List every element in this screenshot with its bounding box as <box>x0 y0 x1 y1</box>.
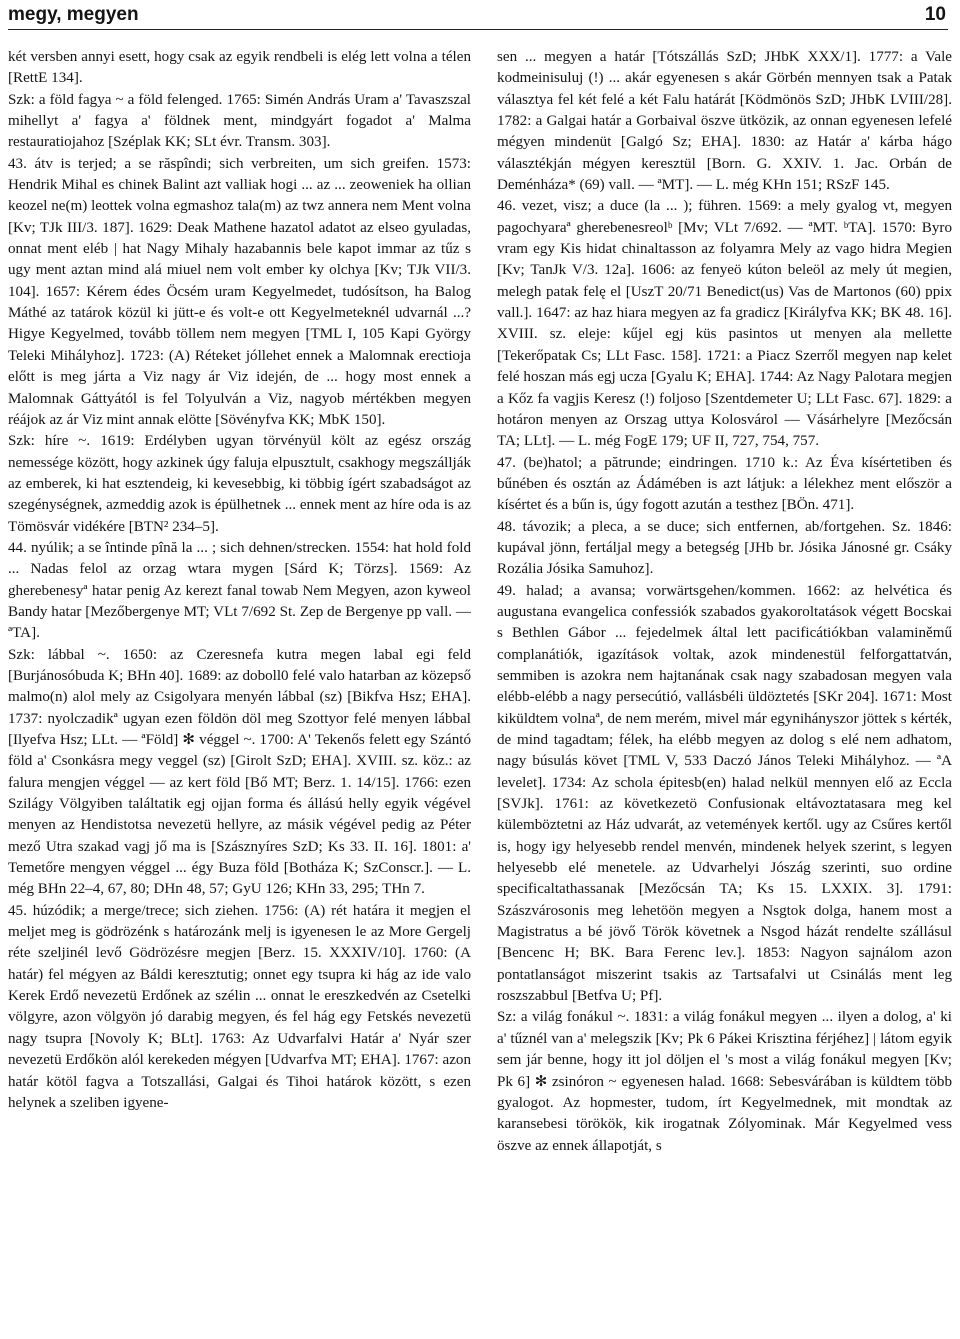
page-header <box>8 4 946 30</box>
left-column <box>8 47 471 1114</box>
entry-paragraph: Szk: lábbal ~. 1650: az Czeresnefa kutra megen labal egi feld [Burjánosóbuda K; BHn 40]. 1689: az doboll0 felé valo hatarban az közepső malmo(n) alol mely az Csigolyara menyén lábbal (sz) [Bikfva Hsz; EHA]. 1737: nyolczadikª ugyan ezen földön döl meg Szottyor felé menyen lábbal [Ilyefva Hsz; LLt. — ªFöld] ✻ véggel ~. 1700: A' Tekenős felett egy Szántó föld a' Csonkásra megy veggel (sz) [Girolt SzD; EHA]. XVIII. sz. köz.: az falura mengjen véggel — az kert föld [Bő MT; Berz. 1. 14/15]. 1766: ezen Szilágy Völgyiben találtatik egj ojjan forma és állású helly egyik végével menyen az Hendistotsa nevezetü hellyre, az másik végével pedig az Péter mező Utra szakad vagj jő ma is [Szásznyíres SzD; Ks 33. II. 16]. 1801: a' Temetőre mengyen véggel ... égy Buza föld [Botháza K; SzConscr.]. — L. még BHn 22–4, 67, 80; DHn 48, 57; GyU 126; KHn 33, 295; THn 7. <box>8 646 471 898</box>
entry-paragraph: 45. húzódik; a merge/trece; sich ziehen. 1756: (A) rét határa it megjen el meljet meg is gödrözénk s határozánk melj is igyenesen le az More Gergelj réte szeljinél levő Gödrözésre megjen [Berz. 15. XXXIV/10]. 1760: (A határ) fel mégyen az Báldi keresztutig; onnet egy tsupra ki hág az ide valo Kerek Erdő nevezetü Erdőnek az szélin ... onnat le ereszkedvén az Csetelki völgyre, azon völgyön jó darabig megyen, és fel hág egy Fetskés nevezetü nagy tsupra [Novoly K; BLt]. 1763: Az Udvarfalvi Határ a' Nyár szer nevezetü Erdőkön alól kerekeden mégyen [Udvarfva MT; EHA]. 1767: azon határ kötöl fagva a Totszallási, Galgai és Tihoi határok között, s ezen helynek a szeliben igyene- <box>8 902 471 1111</box>
page-number: 10 <box>924 4 946 25</box>
entry-paragraph: Sz: a világ fonákul ~. 1831: a világ fonákul megyen ... ilyen a dolog, a' ki a' tűznél van a' melegszik [Kv; Pk 6 Pákei Krisztina férjéhez] | látom egyik sem jár benne, hogy itt jol döljen el 's most a világ fonákul megyen [Kv; Pk 6] ✻ zsinóron ~ egyenesen halad. 1668: Sebesvárában is küldtem több gyalogot. Az hopmester, tudom, írt Kegyelmednek, mit mondtak az karansebesi törökök, kik irogatnak Zólyominak. Már Kegyelmed vess öszve az ennek állapotját, s <box>497 1009 952 1154</box>
entry-paragraph: 44. nyúlik; a se întinde pînă la ... ; sich dehnen/strecken. 1554: hat hold fold ... Nadas felol az orzag wtara mygen [Sárd K; Törzs]. 1569: Az gherebenesyª hatar penig Az kerezt fanal towab Nem Megyen, azon kyweol Bandy hatar [Mezőbergenye MT; VLt 7/692 St. Zep de Bergenye pp vall. — ªTA]. <box>8 539 471 642</box>
entry-paragraph: 48. távozik; a pleca, a se duce; sich entfernen, ab/fortgehen. Sz. 1846: kupával jönn, fertáljal megy a betegség [JHb br. Jósika Jánosné gr. Csáky Rozália Jósika Samuhoz]. <box>497 518 952 578</box>
entry-paragraph: két versben annyi esett, hogy csak az egyik rendbeli is elég lett volna a télen [RettE 134]. <box>8 49 471 87</box>
entry-paragraph: Szk: a föld fagya ~ a föld felenged. 1765: Simén András Uram a' Tavaszszal mihellyt a' fagya a' földnek ment, mindgyárt fogadot a' Malma restauratiojahoz [Széplak KK; SLt évr. Transm. 303]. <box>8 91 471 151</box>
entry-paragraph: 47. (be)hatol; a pătrunde; eindringen. 1710 k.: Az Éva kísértetiben és bűnében és osztán az Ádámében is azt látjuk: a lélekhez ment először a kísértet és a bűn is, úgy fogott azután a testhez [BÖn. 471]. <box>497 454 952 514</box>
entry-paragraph: 49. halad; a avansa; vorwärtsgehen/kommen. 1662: az helvética és augustana evangelica confessiók szabados gyakoroltatások végett Bocskai s Bethlen Gábor ... fejedelmek által lett pacificátiókban valaminěmű complanátiók, igazítások voltak, azok mindenestül felforgattatván, semmiben is azokra nem hajtanának csak nagy szabadosan megyen vala elébb-elébb a nagy persecútió, vallásbéli üldöztetés [SKr 204]. 1671: Most kiküldtem volnaª, de nem merém, mivel már egynihányszor jöttek s kérték, de mind tagadtam; félek, ha elébb megyen az dolog s elé nem adhatom, nagy búsulás követ [TML V, 533 Daczó János Teleki Mihályhoz. — ªA levelet]. 1734: Az schola épitesb(en) halad nelkül mennyen elő az Eccla [SVJk]. 1761: az következetö Confusionak eltávoztatasara meg kel külemböztetni az Ház udvarát, az vetemények kertől. ugy az Csűres kertől is, hogy igy helyesebb rendel menvén, mindenek helyek szerint, s legyen helyesebb elé menetele. az Udvarhelyi Jószág szerinti, suo ordine specificaltathassanak [Mezőcsán TA; Ks 15. LXXIX. 3]. 1791: Szászvárosonis meg lehetöön megyen a Nsgtok dolga, hanem most a Magistratus a bé jövő Török követnek a Nsgod házát rendelte szállásul [Bencenc H; BK. Bara Ferenc lev.]. 1853: Nagyon sajnálom azon pontatlanságot miszerint tsakis az Tartsafalvi ut Csinálás ment leg roszszabbul [Betfva U; Pf]. <box>497 582 952 1005</box>
right-column <box>497 47 952 1157</box>
entry-paragraph: 46. vezet, visz; a duce (la ... ); führen. 1569: a mely gyalog vt, megyen pagochyaraª gherebenesreolᵇ [Mv; VLt 7/692. — ªMT. ᵇTA]. 1570: Byro vram egy Kis hidat chinaltasson az folyamra Mely az vago hidra Megien [Kv; TanJk V/3. 12a]. 1606: az fenyeö kúton beleöl az mely út megien, melegh patak felę el [UszT 20/71 Benedict(us) Vas de Martonos (60) ppix vall.]. 1647: az haz hiara megyen az fa gradicz [Királyfva KK; BK 48. 16]. XVIII. sz. eleje: kűjel egj küs pasintos ut menyen ala mellette [Tekerőpatak Cs; LLt Fasc. 158]. 1721: a Piacz Szerről megyen nap kelet felé hoszan más egj ucza [Gyalu K; EHA]. 1744: Az Nagy Palotara megjen a Kőz fa vagjis Keresz (!) foljoso [Szentdemeter U; LLt Fasc. 67]. 1829: a hotáron menyen az Orszag uttya Kolosvárol — Vásárhelyre [Mezőcsán TA; LLt]. — L. még FogE 179; UF II, 727, 754, 757. <box>497 198 952 450</box>
header-rule <box>8 29 948 30</box>
entry-paragraph: Szk: híre ~. 1619: Erdélyben ugyan törvényül költ az egész ország nemessége között, hogy azkinek úgy faluja elpusztult, csakhogy megszállják az emberek, ki hat esztendeig, ki kevesebbig, ki többig ígért szabadságot az szegénységnek, azmeddig azok is épülhetnek ... ennek ment az híre oda is az Tömösvár vidékére [BTN² 234–5]. <box>8 433 471 535</box>
running-headword: megy, megyen <box>8 4 139 25</box>
entry-paragraph: sen ... megyen a határ [Tótszállás SzD; JHbK XXX/1]. 1777: a Vale kodmeinisuluj (!) ... akár egyenesen s akár Görbén mennyen tsak a Patak választya fel két felé a két Falu határát [Ködmönös SzD; JHbK LVIII/28]. 1782: a Galgai határ a Gorbaival öszve ütközik, az onnan egyenesen lefelé mégyen mindenüt [Galgó Sz; EHA]. 1830: az Határ a' kárba hágo választékján mégyen keresztül [Born. G. XXIV. 1. Jac. Orbán de Deménháza* (69) vall. — ªMT]. — L. még KHn 151; RSzF 145. <box>497 49 952 194</box>
entry-paragraph: 43. átv is terjed; a se răspîndi; sich verbreiten, um sich greifen. 1573: Hendrik Mihal es chinek Balint azt valliak hogi ... az ... zeoweniek ha ollian keozel ne(m) leottek volna egmashoz tala(m) az twz annera nem Ment volna [Kv; TJk III/3. 187]. 1629: Deak Mathene hazatol adatot az elseo gyuladas, onnat ment eléb | hat Nagy Mihaly hazabannis bele kapot immar az tűz s ugy ment aztan mind alá miuel nem volt ember ky olchya [Kv; TJk VII/3. 104]. 1657: Kérem édes Öcsém uram Kegyelmedet, tudósítson, ha Balog Máthé az tatárok közül ki jütt-e és volt-e ott Kegyelmeteknél udvarnál ...? Higye Kegyelmed, tovább töllem nem megyen [TML I, 105 Kapi György Teleki Mihályhoz]. 1723: (A) Réteket jóllehet ennek a Malomnak erectioja előtt is meg járta a Viz nagy ár Viz idején, de ... hogy most ennek a Malomnak Gáttyától is fel Tolyulván a Viz, nagyob mértékben megyen réájok az ár Viz mint annak elötte [Sövényfva KK; MbK 150]. <box>8 155 471 428</box>
